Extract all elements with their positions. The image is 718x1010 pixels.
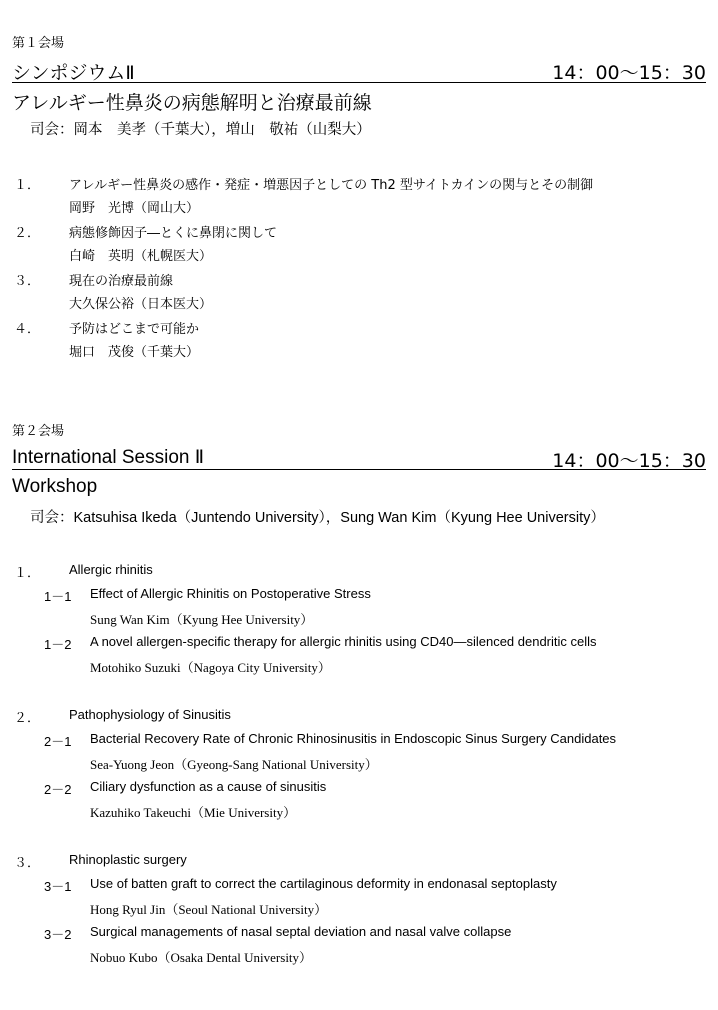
session1-talk-title: アレルギー性鼻炎の感作・発症・増悪因子としての Th2 型サイトカインの関与とその制御	[69, 178, 594, 193]
session1-talk-title: 病態修飾因子―とくに鼻閉に関して	[69, 226, 278, 241]
sub-talk-title: Surgical managements of nasal septal deviation and nasal valve collapse	[90, 924, 512, 939]
session1-talk-number: ３．	[14, 274, 41, 289]
sub-talk-speaker: Kazuhiko Takeuchi（Mie University）	[90, 805, 297, 820]
session1-talk-speaker: 岡野 光博（岡山大）	[69, 200, 200, 215]
topic-number: ３．	[14, 856, 41, 871]
session1-talk-title: 予防はどこまで可能か	[69, 322, 200, 337]
session1-venue: 第１会場	[12, 36, 65, 51]
sub-talk-number: 1－2	[44, 637, 72, 652]
sub-talk-title: Effect of Allergic Rhinitis on Postoperative Stress	[90, 586, 371, 601]
sub-talk-number: 2－1	[44, 734, 72, 749]
sub-talk-speaker: Hong Ryul Jin（Seoul National University）	[90, 902, 328, 917]
session1-talk-speaker: 白崎 英明（札幌医大）	[69, 248, 213, 263]
session1-title-rule	[12, 82, 706, 83]
sub-talk-number: 3－1	[44, 879, 72, 894]
topic-number: １．	[14, 566, 41, 581]
sub-talk-number: 1－1	[44, 589, 72, 604]
session2-title: International Session Ⅱ	[12, 447, 205, 468]
session1-talk-title: 現在の治療最前線	[69, 274, 174, 289]
session2-title-rule	[12, 469, 706, 470]
sub-talk-title: Use of batten graft to correct the cartilaginous deformity in endonasal septoplasty	[90, 876, 557, 891]
session1-time: 14：00～15：30	[552, 62, 706, 84]
sub-talk-speaker: Sea-Yuong Jeon（Gyeong-Sang National University）	[90, 757, 378, 772]
session1-subtitle: アレルギー性鼻炎の病態解明と治療最前線	[12, 92, 372, 114]
session1-talk-number: １．	[14, 178, 41, 193]
session1-talk-number: ２．	[14, 226, 41, 241]
topic-title: Pathophysiology of Sinusitis	[69, 707, 231, 722]
session2-chairs: 司会：Katsuhisa Ikeda（Juntendo University），Sung Wan Kim（Kyung Hee University）	[30, 510, 605, 526]
topic-number: ２．	[14, 711, 41, 726]
session1-talk-number: ４．	[14, 322, 41, 337]
topic-title: Rhinoplastic surgery	[69, 852, 187, 867]
topic-title: Allergic rhinitis	[69, 562, 153, 577]
session2-subtitle: Workshop	[12, 476, 98, 497]
sub-talk-number: 2－2	[44, 782, 72, 797]
session1-talk-speaker: 大久保公裕（日本医大）	[69, 296, 213, 311]
sub-talk-title: Bacterial Recovery Rate of Chronic Rhinosinusitis in Endoscopic Sinus Surgery Candidates	[90, 731, 617, 746]
sub-talk-speaker: Sung Wan Kim（Kyung Hee University）	[90, 612, 314, 627]
sub-talk-number: 3－2	[44, 927, 72, 942]
sub-talk-speaker: Nobuo Kubo（Osaka Dental University）	[90, 950, 313, 965]
sub-talk-title: A novel allergen-specific therapy for allergic rhinitis using CD40―silenced dendritic cells	[90, 634, 597, 649]
session2-time: 14：00～15：30	[552, 450, 706, 472]
sub-talk-speaker: Motohiko Suzuki（Nagoya City University）	[90, 660, 331, 675]
session1-chairs: 司会：岡本 美孝（千葉大），増山 敬祐（山梨大）	[30, 122, 371, 138]
sub-talk-title: Ciliary dysfunction as a cause of sinusitis	[90, 779, 327, 794]
session1-talk-speaker: 堀口 茂俊（千葉大）	[69, 344, 200, 359]
session1-title: シンポジウムⅡ	[12, 62, 135, 84]
session2-venue: 第２会場	[12, 424, 65, 439]
